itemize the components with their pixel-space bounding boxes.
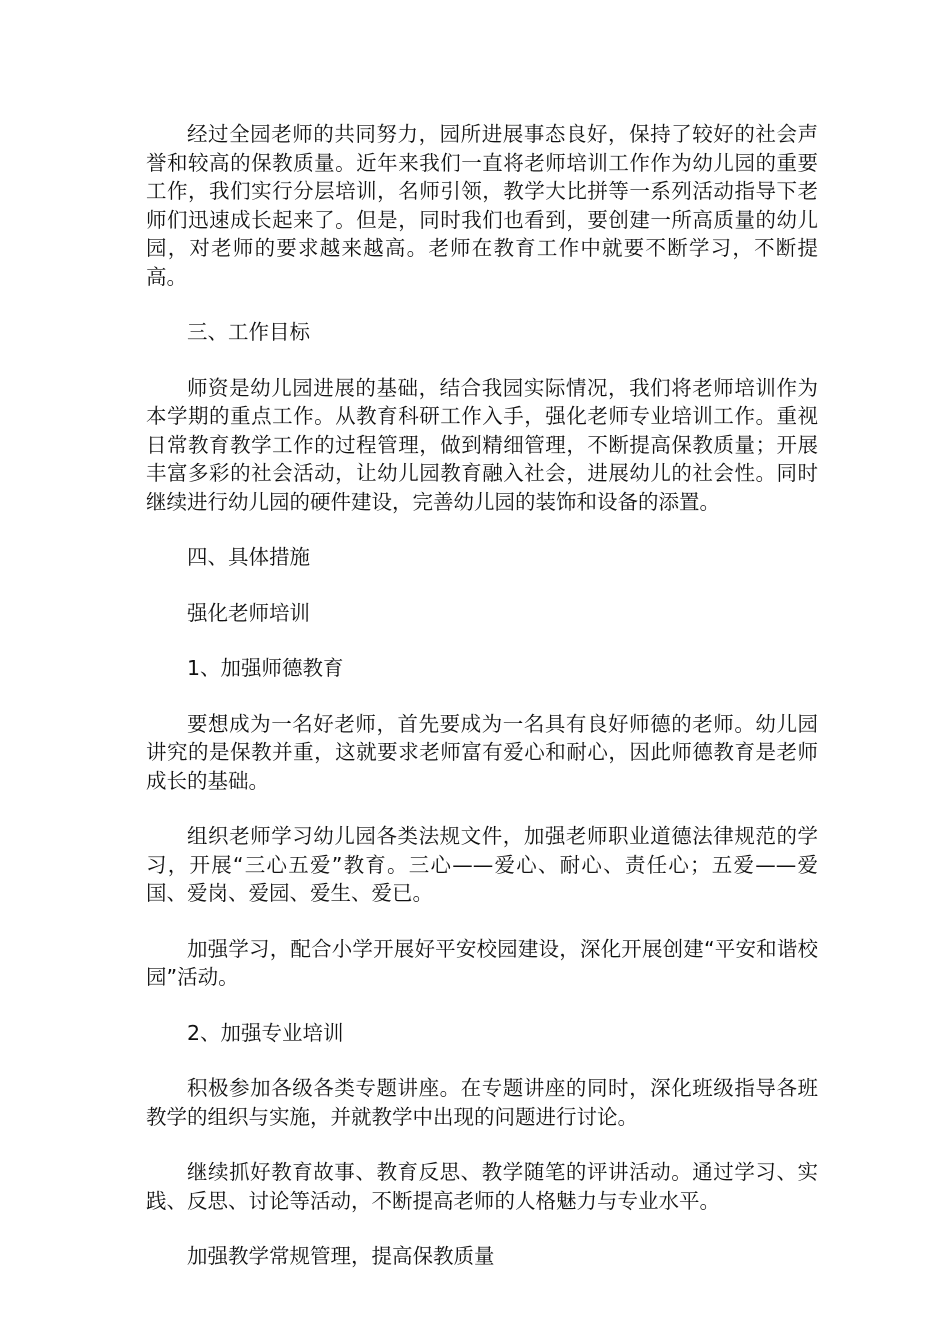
ethics-paragraph-3: 加强学习，配合小学开展好平安校园建设，深化开展创建“平安和谐校园”活动。 [146, 936, 818, 989]
subheading-professional-training: 2、加强专业培训 [187, 1020, 344, 1045]
ethics-paragraph-1: 要想成为一名好老师，首先要成为一名具有良好师德的老师。幼儿园讲究的是保教并重，这就要求老师富有爱心和耐心，因此师德教育是老师成长的基础。 [146, 711, 818, 793]
intro-paragraph: 经过全园老师的共同努力，园所进展事态良好，保持了较好的社会声誉和较高的保教质量。近年来我们一直将老师培训工作作为幼儿园的重要工作，我们实行分层培训，名师引领，教学大比拼等一系列活动指导下老师们迅速成长起来了。但是，同时我们也看到，要创建一所高质量的幼儿园，对老师的要求越来越高。老师在教育工作中就要不断学习，不断提高。 [146, 122, 818, 289]
training-paragraph-2: 继续抓好教育故事、教育反思、教学随笔的评讲活动。通过学习、实践、反思、讨论等活动，不断提高老师的人格魅力与专业水平。 [146, 1160, 818, 1213]
work-goals-paragraph: 师资是幼儿园进展的基础，结合我园实际情况，我们将老师培训作为本学期的重点工作。从教育科研工作入手，强化老师专业培训工作。重视日常教育教学工作的过程管理，做到精细管理，不断提高保教质量；开展丰富多彩的社会活动，让幼儿园教育融入社会，进展幼儿的社会性。同时继续进行幼儿园的硬件建设，完善幼儿园的装饰和设备的添置。 [146, 375, 818, 514]
subheading-teacher-training: 强化老师培训 [187, 600, 310, 625]
section-heading-measures: 四、具体措施 [187, 545, 310, 569]
training-paragraph-1: 积极参加各级各类专题讲座。在专题讲座的同时，深化班级指导各班教学的组织与实施，并就教学中出现的问题进行讨论。 [146, 1076, 818, 1129]
subheading-routine-management: 加强教学常规管理，提高保教质量 [187, 1244, 495, 1268]
ethics-paragraph-2: 组织老师学习幼儿园各类法规文件，加强老师职业道德法律规范的学习，开展“三心五爱”教育。三心——爱心、耐心、责任心；五爱——爱国、爱岗、爱园、爱生、爱已。 [146, 824, 818, 905]
document-body [146, 120, 818, 1298]
subheading-ethics-education: 1、加强师德教育 [187, 656, 344, 680]
section-heading-work-goals: 三、工作目标 [187, 320, 310, 344]
